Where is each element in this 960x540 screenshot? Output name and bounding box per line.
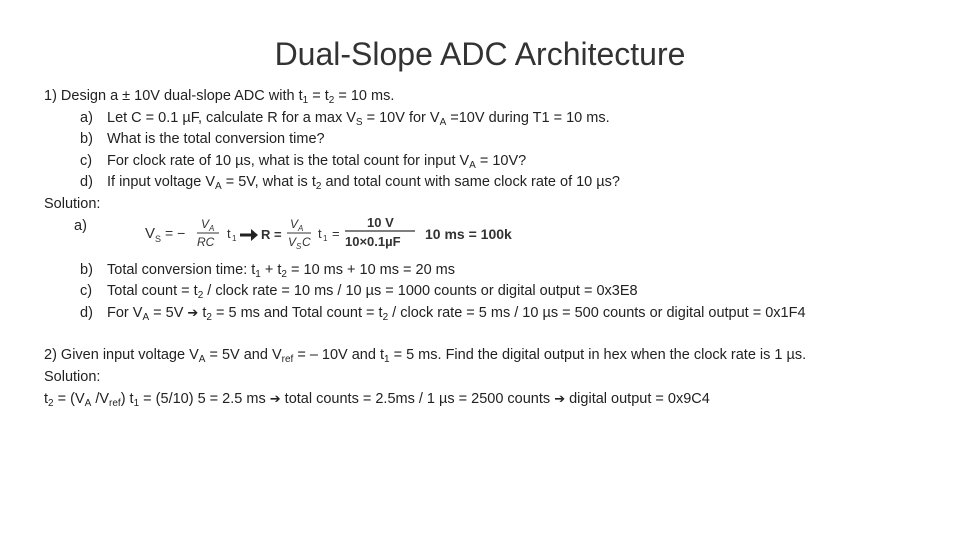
- eq-frac3-num: 10 V: [367, 214, 394, 230]
- equation-svg: [145, 208, 585, 258]
- text: For clock rate of 10 µs, what is the total count for input V: [107, 152, 470, 169]
- text: = (5/10) 5 = 2.5 ms: [139, 390, 270, 407]
- item-label: b): [80, 261, 93, 278]
- solution-2: [44, 389, 944, 411]
- eq-equals: =: [332, 225, 340, 241]
- subscript: ref: [281, 354, 294, 366]
- text: total counts = 2.5ms / 1 µs = 2500 counts: [280, 390, 555, 407]
- text: t: [44, 390, 49, 407]
- text: = – 10V and t: [293, 347, 384, 364]
- eq-frac2-den: V: [288, 234, 297, 249]
- question-1c: [44, 151, 944, 173]
- eq-t1b: t: [318, 225, 322, 241]
- item-label: a): [74, 217, 87, 234]
- text: What is the total conversion time?: [107, 131, 325, 148]
- subscript: A: [142, 311, 150, 323]
- slide-body: [44, 86, 944, 410]
- text: ) t: [120, 390, 134, 407]
- subscript: S: [355, 116, 363, 128]
- item-label: a): [80, 109, 93, 126]
- eq-r-equals: R =: [261, 226, 282, 242]
- text: /V: [91, 390, 110, 407]
- solution-label: Solution:: [44, 195, 101, 212]
- text: 2) Given input voltage V: [44, 347, 199, 364]
- text: = 5 ms and Total count = t: [211, 304, 383, 321]
- subscript: 2: [382, 311, 389, 323]
- text: = 5 ms. Find the digital output in hex when the clock rate is 1 µs.: [389, 347, 807, 364]
- eq-t1b-sub: 1: [323, 233, 328, 243]
- item-label: c): [80, 283, 93, 300]
- text: Total conversion time: t: [107, 261, 256, 278]
- eq-frac2-num: V: [290, 216, 299, 231]
- item-label: d): [80, 304, 93, 321]
- text: 1) Design a ± 10V dual-slope ADC with t: [44, 88, 303, 104]
- text: = 5V and V: [205, 347, 282, 364]
- equation-image: [145, 208, 585, 258]
- text: / clock rate = 10 ms / 10 µs = 1000 counts or digital output = 0x3E8: [203, 283, 638, 300]
- text: = 5V: [149, 304, 188, 321]
- subscript: 2: [281, 268, 287, 280]
- subscript: ref: [109, 397, 121, 409]
- question-1a: [44, 108, 944, 130]
- text: =10V during T1 = 10 ms.: [446, 109, 610, 126]
- eq-result: 10 ms = 100k: [425, 225, 512, 242]
- eq-frac2-num-sub: A: [298, 223, 304, 233]
- text: = (V: [53, 390, 85, 407]
- eq-frac1-num: V: [201, 216, 210, 231]
- arrow-right-icon: ➔: [269, 391, 281, 407]
- question-1d: [44, 172, 944, 194]
- subscript: A: [84, 397, 92, 409]
- subscript: 2: [48, 397, 54, 409]
- arrow-right-icon: ➔: [554, 391, 566, 407]
- item-label: d): [80, 174, 93, 191]
- subscript: 1: [302, 95, 309, 106]
- item-label: b): [80, 131, 93, 148]
- text: digital output = 0x9C4: [565, 390, 710, 407]
- eq-frac2-den-c: C: [302, 234, 311, 249]
- item-label: c): [80, 152, 93, 169]
- subscript: A: [469, 159, 476, 171]
- subscript: 1: [133, 397, 140, 409]
- text: = 10 ms.: [334, 88, 395, 104]
- eq-vs-sub: S: [155, 233, 162, 244]
- subscript: A: [198, 354, 206, 366]
- subscript: A: [439, 116, 447, 128]
- subscript: 1: [255, 268, 261, 280]
- question-1b: [44, 129, 944, 151]
- solution-label: Solution:: [44, 368, 101, 385]
- subscript: 2: [315, 181, 322, 193]
- text: / clock rate = 5 ms / 10 µs = 500 counts or digital output = 0x1F4: [388, 304, 806, 321]
- text: = 10 ms + 10 ms = 20 ms: [286, 261, 456, 278]
- solution-1c: [44, 281, 944, 303]
- eq-vs: V: [145, 224, 156, 242]
- solution-1a: [44, 216, 944, 260]
- eq-frac1-num-sub: A: [209, 223, 215, 233]
- text: and total count with same clock rate of 10 µs?: [321, 174, 620, 191]
- spacer: [44, 324, 944, 345]
- solution-1d: [44, 303, 944, 325]
- arrow-right-icon: [240, 229, 258, 241]
- eq-equals-minus: = −: [165, 224, 186, 241]
- text: + t: [260, 261, 282, 278]
- text: = 5V, what is t: [221, 174, 316, 191]
- eq-frac2-den-sub: S: [296, 241, 302, 251]
- subscript: 2: [206, 311, 212, 323]
- text: = 10V for V: [362, 109, 440, 126]
- slide-title: Dual-Slope ADC Architecture: [274, 36, 686, 72]
- question-1: [44, 86, 944, 108]
- arrow-right-icon: ➔: [187, 305, 199, 321]
- text: t: [198, 304, 207, 321]
- solution-1b: [44, 260, 944, 282]
- eq-frac1-den: RC: [197, 234, 215, 249]
- text: If input voltage V: [107, 174, 216, 191]
- text: For V: [107, 304, 143, 321]
- text: Let C = 0.1 µF, calculate R for a max V: [107, 109, 356, 126]
- subscript: 1: [384, 354, 390, 366]
- subscript: 2: [328, 95, 335, 106]
- subscript: A: [215, 181, 222, 193]
- text: = t: [308, 88, 329, 104]
- text: Total count = t: [107, 283, 198, 300]
- eq-t1a: t: [227, 225, 231, 241]
- text: = 10V?: [475, 152, 527, 169]
- question-2: [44, 345, 944, 367]
- subscript: 2: [197, 290, 204, 302]
- eq-frac3-den: 10×0.1µF: [345, 233, 401, 249]
- eq-t1a-sub: 1: [232, 233, 237, 243]
